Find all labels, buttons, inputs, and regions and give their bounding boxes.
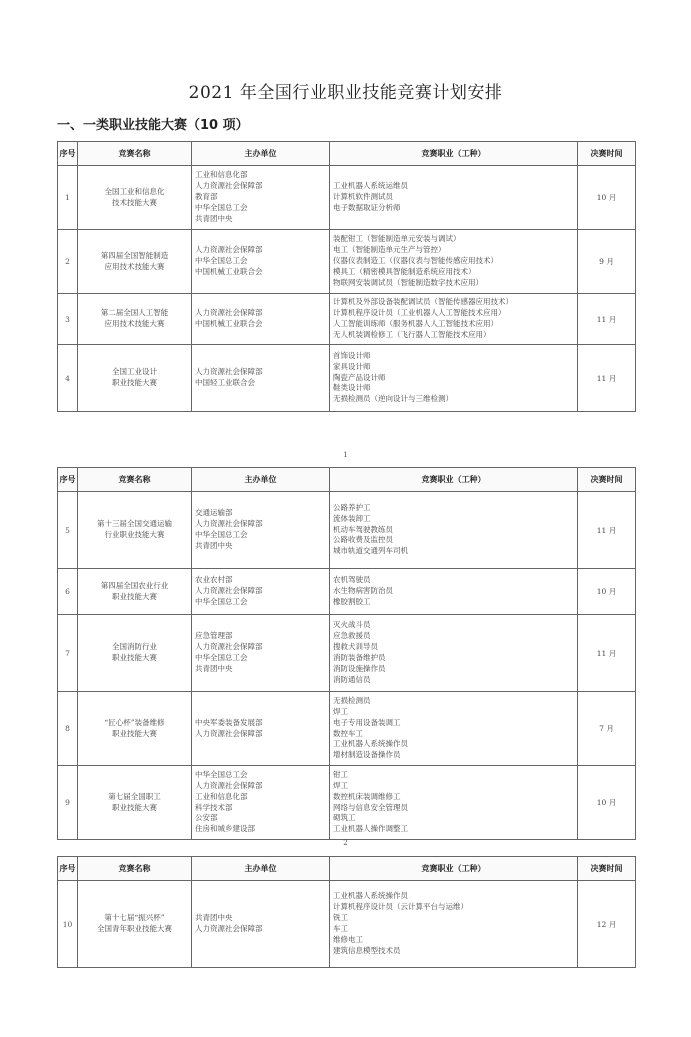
row-number: 4	[58, 345, 78, 412]
occupation-item: 鞋类设计师	[333, 383, 371, 393]
occupation-item: 农机驾驶员	[333, 575, 371, 585]
header-row	[58, 857, 636, 881]
host-item: 住房和城乡建设部	[195, 824, 255, 834]
row-number: 2	[58, 230, 78, 294]
host-organizations	[192, 345, 330, 412]
final-time: 9 月	[578, 230, 636, 294]
occupation-item: 计算机软件测试员	[333, 192, 393, 202]
time-header: 决赛时间	[578, 468, 636, 492]
row-number: 8	[58, 692, 78, 766]
name-line: 应用技术技能大赛	[104, 261, 165, 271]
host-header: 主办单位	[192, 857, 330, 881]
name-line: 全国青年职业技能大赛	[97, 924, 172, 933]
host-item: 公安部	[195, 813, 218, 823]
host-item: 共青团中央	[195, 213, 233, 223]
host-item: 工业和信息化部	[195, 791, 248, 801]
occupation-item: 消防设施操作员	[333, 663, 386, 673]
host-item: 交通运输部	[195, 508, 233, 518]
seq-header: 序号	[58, 857, 78, 881]
name-header: 竞赛名称	[78, 857, 192, 881]
host-item: 农业农村部	[195, 575, 233, 585]
host-header: 主办单位	[192, 468, 330, 492]
host-item: 人力资源社会保障部	[195, 245, 263, 255]
occupation-item: 水生物病害防治员	[333, 586, 393, 596]
name-line: 全国工业和信息化	[104, 186, 165, 196]
host-item: 应急管理部	[195, 631, 233, 641]
final-time: 7 月	[578, 692, 636, 766]
table-row	[58, 294, 636, 345]
host-item: 中央军委装备发展部	[195, 717, 263, 727]
occupation-item: 工业机器人操作调整工	[333, 824, 408, 834]
time-header: 决赛时间	[578, 142, 636, 166]
table-row	[58, 881, 636, 968]
seq-header: 序号	[58, 468, 78, 492]
competition-table-part-3	[57, 856, 636, 968]
final-time: 10 月	[578, 766, 636, 840]
name-header: 竞赛名称	[78, 468, 192, 492]
host-item: 中国机械工业联合会	[195, 266, 263, 276]
occupation-item: 电工（智能制造单元生产与管控）	[333, 245, 446, 255]
final-time: 11 月	[578, 615, 636, 692]
host-item: 人力资源社会保障部	[195, 728, 263, 738]
occupation-list	[330, 230, 578, 294]
occupation-item: 无损检测员（逆向设计与三维检测）	[333, 394, 453, 404]
occupation-header: 竞赛职业（工种）	[330, 857, 578, 881]
table-row	[58, 766, 636, 840]
name-line: 职业技能大赛	[112, 653, 157, 662]
row-number: 1	[58, 166, 78, 230]
row-number: 7	[58, 615, 78, 692]
occupation-list	[330, 492, 578, 569]
page-number: 1	[343, 451, 348, 459]
occupation-item: 焊工	[333, 706, 348, 716]
occupation-item: 无人机装调检修工（飞行器人工智能技术应用）	[333, 329, 491, 339]
occupation-item: 橡胶割胶工	[333, 596, 371, 606]
table-row	[58, 345, 636, 412]
host-organizations	[192, 615, 330, 692]
occupation-item: 灭火战斗员	[333, 620, 371, 630]
occupation-item: 焊工	[333, 780, 348, 790]
occupation-list	[330, 569, 578, 615]
name-line: 第二届全国人工智能	[100, 308, 169, 318]
name-line: 第四届全国智能制造	[100, 250, 169, 260]
occupation-list	[330, 881, 578, 968]
host-item: 人力资源社会保障部	[195, 642, 263, 652]
occupation-item: 公路收费及监控员	[333, 535, 393, 545]
table-row	[58, 492, 636, 569]
host-item: 人力资源社会保障部	[195, 924, 263, 933]
occupation-item: 车工	[333, 924, 348, 933]
final-time: 11 月	[578, 492, 636, 569]
host-organizations	[192, 569, 330, 615]
host-organizations	[192, 230, 330, 294]
occupation-item: 增材制造设备操作员	[333, 750, 401, 760]
occupation-item: 机动车驾驶教练员	[333, 524, 393, 534]
host-item: 中华全国总工会	[195, 530, 248, 539]
header-row	[58, 142, 636, 166]
host-item: 共青团中央	[195, 663, 233, 673]
occupation-item: 装配钳工（智能制造单元安装与调试）	[333, 234, 461, 244]
host-item: 共青团中央	[195, 540, 233, 550]
header-row	[58, 468, 636, 492]
competition-name	[78, 345, 192, 412]
host-item: 人力资源社会保障部	[195, 586, 263, 596]
occupation-item: 钳工	[333, 769, 348, 779]
host-item: 人力资源社会保障部	[195, 308, 263, 318]
host-organizations	[192, 766, 330, 840]
occupation-item: 陶瓷产品设计师	[333, 372, 386, 382]
final-time: 10 月	[578, 166, 636, 230]
final-time: 11 月	[578, 345, 636, 412]
occupation-item: 首饰设计师	[333, 350, 371, 360]
occupation-item: 铣工	[333, 913, 348, 923]
occupation-item: 电子专用设备装调工	[333, 717, 401, 727]
competition-name	[78, 166, 192, 230]
competition-name	[78, 881, 192, 968]
final-time: 10 月	[578, 569, 636, 615]
name-line: 全国工业设计	[112, 367, 157, 377]
host-organizations	[192, 294, 330, 345]
occupation-item: 无损检测员	[333, 695, 371, 705]
host-item: 中华全国总工会	[195, 769, 248, 779]
occupation-item: 应急救援员	[333, 631, 371, 641]
occupation-item: 家具设计师	[333, 361, 371, 371]
occupation-list	[330, 345, 578, 412]
table-row	[58, 569, 636, 615]
name-line: 第七届全国职工	[108, 791, 161, 801]
name-line: 行业职业技能大赛	[104, 530, 165, 539]
occupation-item: 公路养护工	[333, 502, 371, 512]
row-number: 3	[58, 294, 78, 345]
host-item: 中华全国总工会	[195, 596, 248, 606]
document-title: 2021 年全国行业职业技能竞赛计划安排	[188, 83, 503, 103]
occupation-item: 人工智能训练师（服务机器人人工智能技术应用）	[333, 319, 498, 328]
occupation-list	[330, 615, 578, 692]
page-number: 2	[343, 839, 348, 847]
name-line: 职业技能大赛	[112, 728, 157, 738]
occupation-list	[330, 692, 578, 766]
occupation-item: 数控车工	[333, 728, 363, 738]
host-organizations	[192, 692, 330, 766]
name-line: “匠心杯”装备维修	[104, 717, 165, 727]
occupation-list	[330, 294, 578, 345]
occupation-item: 计算机程序设计员（工业机器人人工智能技术应用）	[333, 308, 506, 318]
final-time: 11 月	[578, 294, 636, 345]
row-number: 10	[58, 881, 78, 968]
occupation-item: 工业机器人系统操作员	[333, 891, 408, 901]
row-number: 6	[58, 569, 78, 615]
host-item: 中华全国总工会	[195, 653, 248, 662]
name-line: 职业技能大赛	[112, 802, 157, 812]
host-organizations	[192, 492, 330, 569]
occupation-item: 城市轨道交通列车司机	[333, 546, 408, 556]
name-header: 竞赛名称	[78, 142, 192, 166]
occupation-list	[330, 766, 578, 840]
occupation-item: 砌筑工	[333, 813, 356, 823]
host-item: 人力资源社会保障部	[195, 519, 263, 529]
row-number: 5	[58, 492, 78, 569]
competition-name	[78, 692, 192, 766]
occupation-header: 竞赛职业（工种）	[330, 468, 578, 492]
occupation-item: 仪器仪表制造工（仪器仪表与智能传感应用技术）	[333, 256, 498, 266]
occupation-list	[330, 166, 578, 230]
name-line: 技术技能大赛	[112, 197, 157, 207]
host-item: 中华全国总工会	[195, 256, 248, 266]
occupation-item: 模具工（精密模具智能制造系统应用技术）	[333, 266, 476, 276]
seq-header: 序号	[58, 142, 78, 166]
name-line: 职业技能大赛	[112, 591, 157, 601]
time-header: 决赛时间	[578, 857, 636, 881]
occupation-item: 搜救犬训导员	[333, 642, 378, 652]
competition-name	[78, 569, 192, 615]
table-row	[58, 615, 636, 692]
occupation-item: 网络与信息安全管理员	[333, 802, 408, 812]
table-row	[58, 692, 636, 766]
name-line: 职业技能大赛	[112, 378, 157, 387]
host-header: 主办单位	[192, 142, 330, 166]
occupation-item: 工业机器人系统运维员	[333, 181, 408, 191]
occupation-item: 流体装卸工	[333, 513, 371, 523]
host-organizations	[192, 881, 330, 968]
table-row	[58, 230, 636, 294]
host-item: 中国轻工业联合会	[195, 378, 255, 387]
row-number: 9	[58, 766, 78, 840]
occupation-item: 数控机床装调维修工	[333, 791, 401, 801]
competition-name	[78, 766, 192, 840]
competition-name	[78, 492, 192, 569]
occupation-item: 物联网安装调试员（智能制造数字技术应用）	[333, 277, 483, 287]
section-heading: 一、一类职业技能大赛（10 项）	[57, 118, 249, 133]
occupation-item: 消防通信员	[333, 674, 371, 684]
host-item: 中华全国总工会	[195, 202, 248, 212]
competition-name	[78, 230, 192, 294]
competition-name	[78, 294, 192, 345]
host-item: 人力资源社会保障部	[195, 367, 263, 377]
name-line: 第十七届“振兴杯”	[104, 913, 165, 923]
occupation-header: 竞赛职业（工种）	[330, 142, 578, 166]
host-item: 中国机械工业联合会	[195, 319, 263, 328]
occupation-item: 工业机器人系统操作员	[333, 739, 408, 749]
competition-name	[78, 615, 192, 692]
name-line: 应用技术技能大赛	[104, 319, 165, 328]
name-line: 全国消防行业	[112, 642, 157, 652]
host-item: 科学技术部	[195, 802, 233, 812]
competition-table-part-1	[57, 141, 636, 412]
host-item: 人力资源社会保障部	[195, 780, 263, 790]
table-row	[58, 166, 636, 230]
host-organizations	[192, 166, 330, 230]
occupation-item: 维修电工	[333, 934, 363, 944]
host-item: 共青团中央	[195, 913, 233, 923]
host-item: 人力资源社会保障部	[195, 181, 263, 191]
host-item: 工业和信息化部	[195, 170, 248, 180]
name-line: 第十三届全国交通运输	[97, 519, 172, 529]
name-line: 第四届全国农业行业	[100, 580, 169, 590]
occupation-item: 建筑信息模型技术员	[333, 945, 401, 955]
competition-table-part-2	[57, 467, 636, 840]
occupation-item: 计算机及外部设备装配调试员（智能传感器应用技术）	[333, 297, 513, 307]
host-item: 教育部	[195, 192, 218, 202]
occupation-item: 消防装备维护员	[333, 653, 386, 662]
occupation-item: 计算机程序设计员（云计算平台与运维）	[333, 902, 468, 912]
final-time: 12 月	[578, 881, 636, 968]
occupation-item: 电子数据取证分析师	[333, 202, 401, 212]
